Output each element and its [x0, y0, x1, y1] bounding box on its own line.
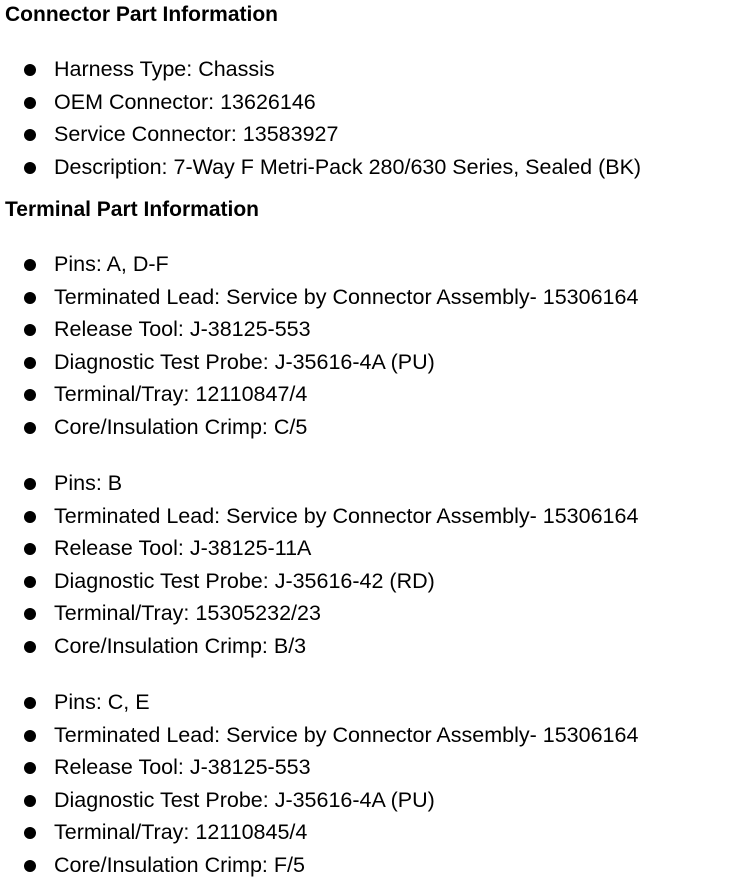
list-item — [0, 751, 752, 784]
bullet-icon — [24, 162, 36, 174]
bullet-icon — [24, 357, 36, 369]
list-item — [0, 281, 752, 314]
terminal-group-list — [0, 467, 752, 663]
list-item — [0, 151, 752, 184]
list-item — [0, 686, 752, 719]
bullet-icon — [24, 697, 36, 709]
list-item — [0, 346, 752, 379]
list-item — [0, 565, 752, 598]
bullet-icon — [24, 129, 36, 141]
list-item — [0, 86, 752, 119]
item-text: Terminated Lead: Service by Connector Assembly- 15306164 — [54, 284, 639, 309]
list-item — [0, 630, 752, 663]
terminal-group-list — [0, 248, 752, 444]
list-item — [0, 118, 752, 151]
item-text: OEM Connector: 13626146 — [54, 89, 316, 114]
bullet-icon — [24, 64, 36, 76]
item-text: Terminal/Tray: 12110847/4 — [54, 382, 308, 407]
list-item — [0, 53, 752, 86]
list-item — [0, 532, 752, 565]
item-text: Release Tool: J-38125-553 — [54, 317, 311, 342]
list-item — [0, 313, 752, 346]
bullet-icon — [24, 543, 36, 555]
item-text: Description: 7-Way F Metri-Pack 280/630 Series, Sealed (BK) — [54, 154, 642, 179]
item-text: Core/Insulation Crimp: C/5 — [54, 414, 308, 439]
connector-list — [0, 53, 752, 183]
terminal-group-list — [0, 686, 752, 882]
bullet-icon — [24, 511, 36, 523]
item-text: Diagnostic Test Probe: J-35616-4A (PU) — [54, 787, 435, 812]
connector-heading: Connector Part Information — [5, 3, 279, 26]
bullet-icon — [24, 422, 36, 434]
bullet-icon — [24, 795, 36, 807]
bullet-icon — [24, 389, 36, 401]
item-text: Terminal/Tray: 15305232/23 — [54, 601, 321, 626]
item-text: Core/Insulation Crimp: F/5 — [54, 852, 305, 877]
bullet-icon — [24, 827, 36, 839]
terminal-heading: Terminal Part Information — [5, 198, 259, 221]
list-item — [0, 500, 752, 533]
bullet-icon — [24, 730, 36, 742]
bullet-icon — [24, 860, 36, 872]
list-item — [0, 597, 752, 630]
list-item — [0, 849, 752, 882]
list-item — [0, 248, 752, 281]
item-text: Pins: B — [54, 471, 123, 495]
list-item — [0, 719, 752, 752]
item-text: Core/Insulation Crimp: B/3 — [54, 633, 307, 658]
list-item — [0, 816, 752, 849]
bullet-icon — [24, 608, 36, 620]
bullet-icon — [24, 324, 36, 336]
item-text: Diagnostic Test Probe: J-35616-42 (RD) — [54, 568, 435, 593]
item-text: Terminated Lead: Service by Connector Assembly- 15306164 — [54, 722, 639, 747]
item-text: Terminated Lead: Service by Connector Assembly- 15306164 — [54, 503, 639, 528]
item-text: Pins: C, E — [54, 690, 150, 714]
bullet-icon — [24, 292, 36, 304]
item-text: Release Tool: J-38125-553 — [54, 755, 311, 780]
item-text: Service Connector: 13583927 — [54, 122, 339, 147]
item-text: Release Tool: J-38125-11A — [54, 536, 312, 561]
list-item — [0, 411, 752, 444]
bullet-icon — [24, 576, 36, 588]
list-item — [0, 784, 752, 817]
bullet-icon — [24, 762, 36, 774]
item-text: Terminal/Tray: 12110845/4 — [54, 820, 308, 845]
bullet-icon — [24, 478, 36, 490]
item-text: Harness Type: Chassis — [54, 57, 275, 81]
item-text: Pins: A, D-F — [54, 252, 169, 276]
list-item — [0, 378, 752, 411]
item-text: Diagnostic Test Probe: J-35616-4A (PU) — [54, 349, 435, 374]
bullet-icon — [24, 259, 36, 271]
bullet-icon — [24, 641, 36, 653]
bullet-icon — [24, 97, 36, 109]
list-item — [0, 467, 752, 500]
